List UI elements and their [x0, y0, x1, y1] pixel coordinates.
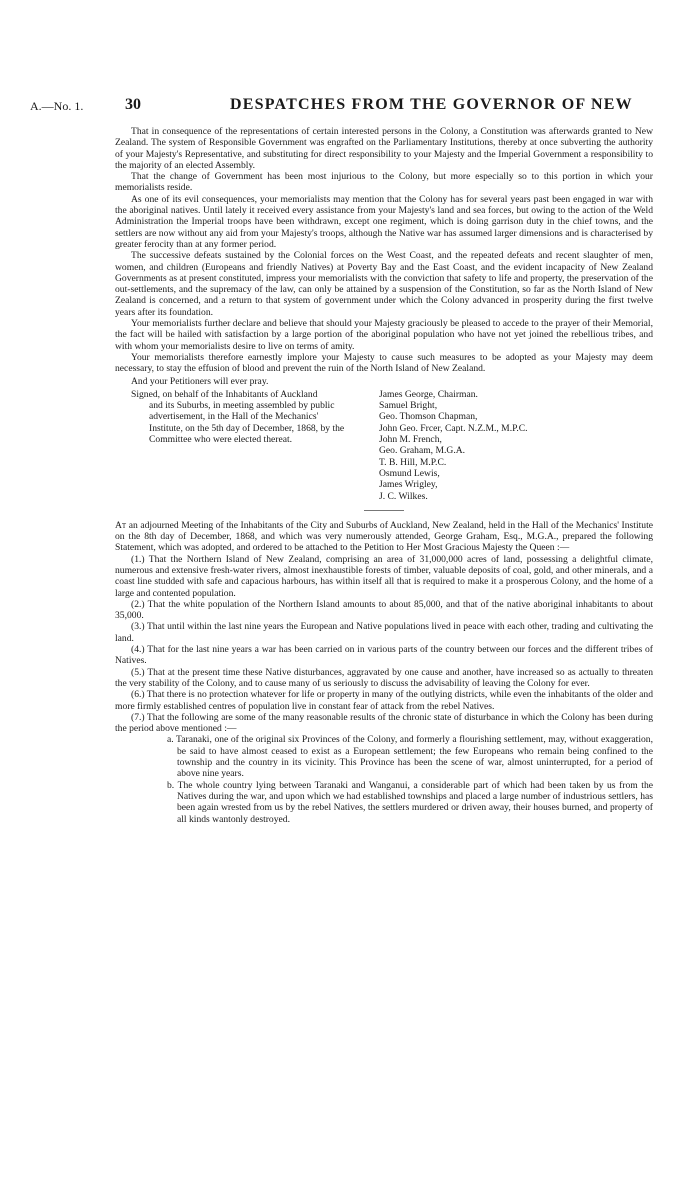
statement-item: (3.) That until within the last nine years the European and Native populations lived in peace with each other, trading and cultivating the land. — [115, 621, 653, 644]
statement-item: (7.) That the following are some of the many reasonable results of the chronic state of disturbance in which the Colony has been during the period above mentioned :— — [115, 711, 653, 735]
page-header — [30, 96, 670, 116]
statement-item: (2.) That the white population of the Northern Island amounts to about 85,000, and that of the native aboriginal inhabitants to about 35,000. — [115, 598, 653, 622]
signatory: T. B. Hill, M.P.C. — [379, 456, 447, 468]
statement-item: (4.) That for the last nine years a war has been carried on in various parts of the country between our forces and the different tribes of Natives. — [115, 644, 653, 667]
memorial-paragraph: That in consequence of the representations of certain interested persons in the Colony, a Constitution was afterwards granted to New Zealand. The system of Responsible Government was engrafted on the Parliamentary Institutions, thereby at once subverting the authority of your Majesty's Representative, and substituting for direct responsibility to your Majesty and the Imperial Government a responsibility to the majority of an elected Assembly. — [115, 126, 653, 171]
signed-continuation: and its Suburbs, in meeting assembled by public advertisement, in the Hall of the Mechanics' Institute, on the 5th day of December, 1868, by the Committee who were elected thereat. — [149, 400, 345, 446]
statement-subitem: b. The whole country lying between Taranaki and Wanganui, a considerable part of which had been taken by us from the Natives during the war, and upon which we had established townships and placed a large number of industrious settlers, has been again wrested from us by the rebel Natives, the settlers murdered or driven away, their houses burned, and property of all kinds wantonly destroyed. — [167, 779, 653, 825]
signatory-list — [379, 389, 639, 502]
signatory: Geo. Thomson Chapman, — [379, 411, 478, 423]
page-number: 30 — [125, 96, 141, 113]
statement-item: (6.) That there is no protection whatever for life or property in many of the outlying districts, while even the inhabitants of the older and more firmly established centres of population live in constant fear of attack from the rebel Natives. — [115, 689, 654, 712]
memorial-paragraph: Your memorialists therefore earnestly implore your Majesty to cause such measures to be adopted as your Majesty may deem necessary, to stay the effusion of blood and prevent the ruin of the North Island of New Zealand. — [115, 351, 653, 375]
memorial-paragraph: That the change of Government has been most injurious to the Colony, but more especially so to this portion in which your memorialists reside. — [115, 171, 653, 194]
signatory: Geo. Graham, M.G.A. — [379, 445, 466, 457]
section-divider — [364, 510, 404, 511]
memorial-paragraph: The successive defeats sustained by the Colonial forces on the West Coast, and the repeated defeats and recent slaughter of men, women, and children (Europeans and friendly Natives) at Poverty Bay and the East Coast, and the evident incapacity of New Zealand Governments as at present constituted, impress your memorialists with the conviction that safety to life and property, the preservation of the out-settlements, and the supremacy of the law, can only be attained by a suspension of the Constitution, so far as the North Island of New Zealand is concerned, and a return to that system of government under which the Colony advanced in prosperity during the first twelve years after its foundation. — [115, 250, 653, 318]
signed-first-line: Signed, on behalf of the Inhabitants of Auckland — [131, 388, 318, 400]
petition-closing: And your Petitioners will ever pray. — [131, 375, 269, 387]
memorial-paragraph: Your memorialists further declare and believe that should your Majesty graciously be pleased to accede to the prayer of their Memorial, the fact will be hailed with satisfaction by a large portion of the aboriginal population who have not yet joined the rebellious tribes, and with whom your memorialists desire to live on terms of amity. — [115, 318, 653, 352]
statement-drop-word: At — [115, 519, 127, 531]
signatory: J. C. Wilkes. — [379, 490, 428, 502]
memorial-paragraph: As one of its evil consequences, your memorialists may mention that the Colony has for several years past been engaged in war with the aboriginal natives. Until lately it received every assistance from your Majesty's land and sea forces, but owing to the action of the Weld Administration the Imperial troops have been withdrawn, except one regiment, which is doing garrison duty in the chief towns, and the settlers are now without any aid from your Majesty's troops, although the Native war has assumed larger dimensions and is characterised by greater ferocity than at any former period. — [115, 193, 653, 250]
paper-reference: A.—No. 1. — [30, 99, 84, 113]
statement-item: (5.) That at the present time these Native disturbances, aggravated by one cause and another, have increased so as actually to threaten the very stability of the Colony, and to cause many of us seriously to discuss the advisability of leaving the Colony for ever. — [115, 666, 653, 689]
statement-item: (1.) That the Northern Island of New Zealand, comprising an area of 31,000,000 acres of land, possessing a delightful climate, numerous and extensive fresh-water rivers, almost inexhaustible forests of timber, valuable deposits of coal, gold, and other minerals, and a coast line studded with safe and capacious harbours, has within itself all that is required to make it a prosperous Colony, and the home of a large and contented population. — [115, 553, 653, 599]
signed-on-behalf — [115, 389, 353, 502]
signatory: John M. French, — [379, 434, 442, 446]
document-body — [115, 126, 653, 825]
statement-intro — [115, 520, 653, 554]
statement-section — [115, 520, 653, 825]
signature-block — [115, 389, 653, 502]
signatory: John Geo. Frcer, Capt. N.Z.M., M.P.C. — [379, 422, 528, 434]
signatory: Osmund Lewis, — [379, 467, 440, 479]
signatory: Samuel Bright, — [379, 400, 438, 412]
signatory: James Wrigley, — [379, 479, 438, 491]
statement-subitem: a. Taranaki, one of the original six Provinces of the Colony, and formerly a flourishing settlement, may, without exaggeration, be said to have almost ceased to exist as a European settlement; the few Europeans who remain being confined to the township and the country in its vicinity. This Province has been the scene of war, almost uninterrupted, for a period of above nine years. — [167, 734, 653, 780]
signatory: James George, Chairman. — [379, 388, 478, 400]
statement-intro-text: an adjourned Meeting of the Inhabitants of the City and Suburbs of Auckland, New Zealand, held in the Hall of the Mechanics' Institute on the 8th day of December, 1868, and which was very numerously attended, George Graham, Esq., M.G.A., prepared the following Statement, which was adopted, and ordered to be attached to the Petition to Her Most Gracious Majesty the Queen :— — [115, 519, 653, 554]
running-title: DESPATCHES FROM THE GOVERNOR OF NEW — [230, 96, 633, 113]
memorial-section — [115, 126, 653, 502]
